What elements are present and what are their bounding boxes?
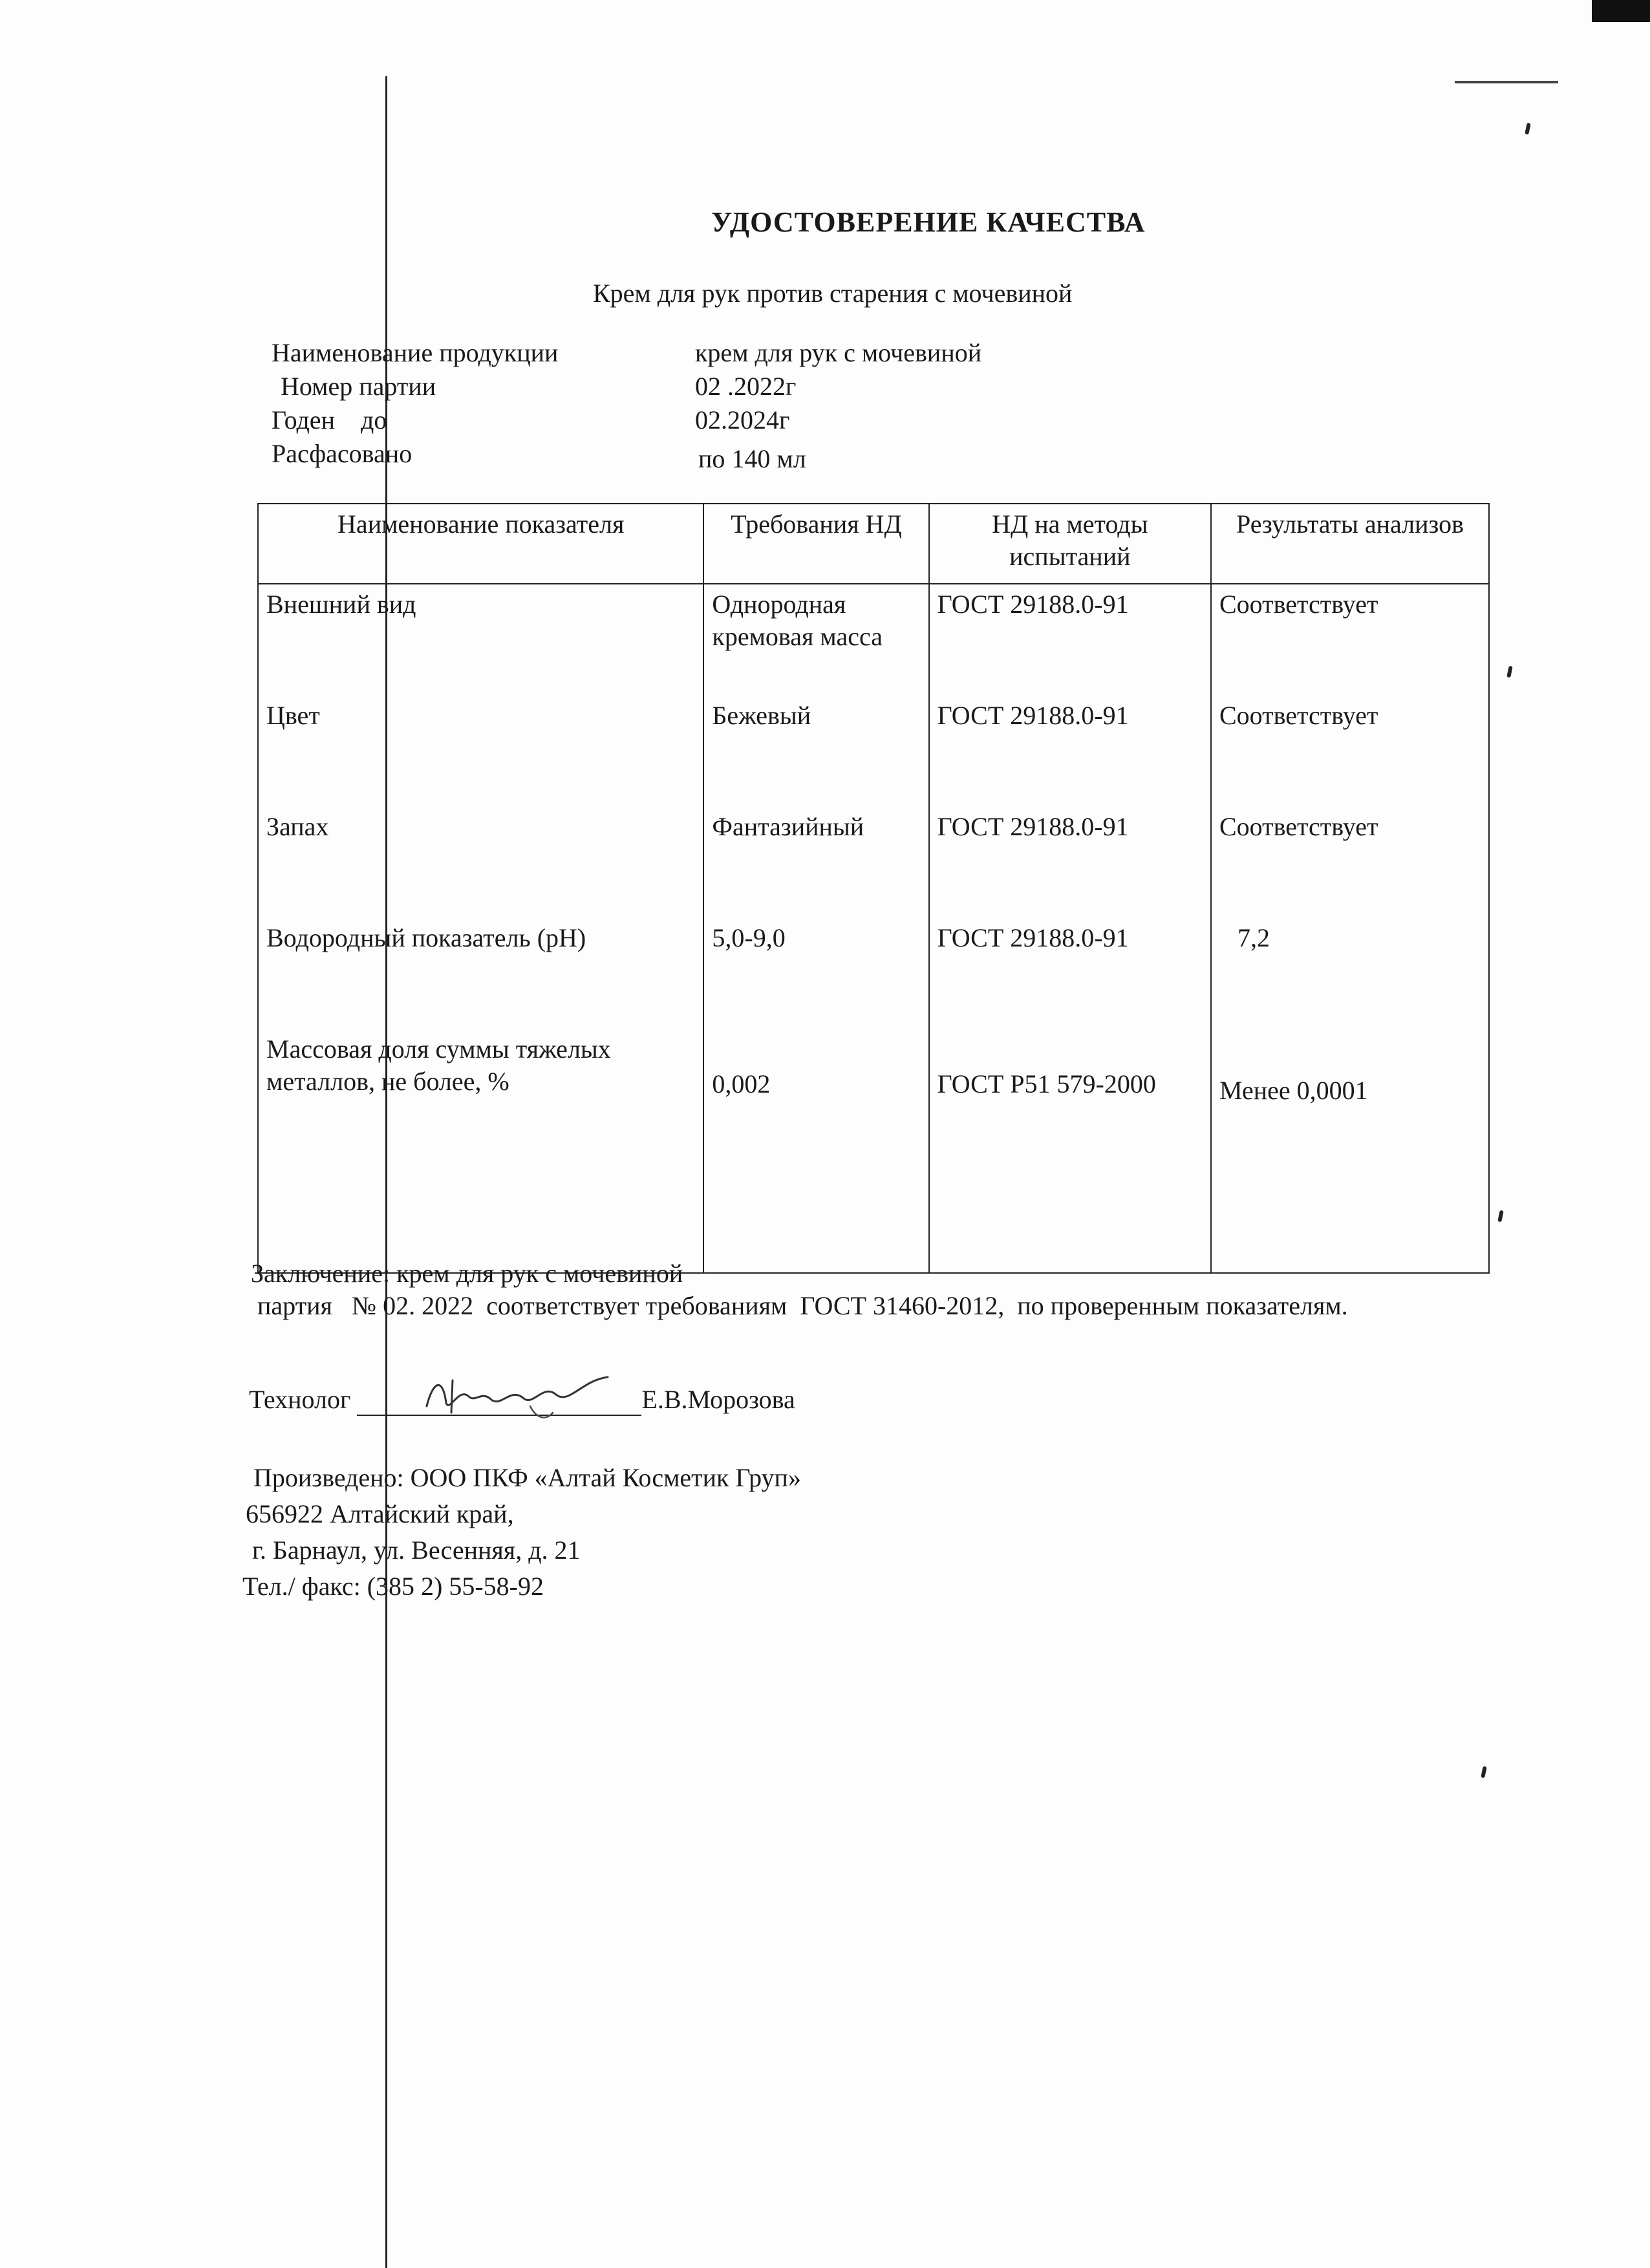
analysis-result: Соответствует	[1211, 696, 1489, 807]
scan-speck	[1506, 666, 1513, 678]
table-header-row	[258, 504, 1489, 584]
packaging-label: Расфасовано	[272, 439, 412, 468]
header-requirements: Требования НД	[703, 504, 928, 584]
test-method: ГОСТ 29188.0-91	[929, 918, 1211, 1029]
test-method: ГОСТ 29188.0-91	[929, 807, 1211, 918]
producer-line: 656922 Алтайский край,	[246, 1499, 514, 1528]
indicator-name: Внешний вид	[258, 584, 703, 696]
test-method: ГОСТ Р51 579-2000	[929, 1029, 1211, 1273]
batch-number-label: Номер партии	[281, 372, 436, 401]
requirement-value: Бежевый	[703, 696, 928, 807]
header-indicator-name: Наименование показателя	[258, 504, 703, 584]
expiry-value: 02.2024г	[695, 405, 790, 434]
header-test-methods: НД на методы испытаний	[929, 504, 1211, 584]
indicator-name: Водородный показатель (pH)	[258, 918, 703, 1029]
table-row	[258, 584, 1489, 696]
header-results: Результаты анализов	[1211, 504, 1489, 584]
conclusion	[251, 1257, 1479, 1322]
analysis-result: Менее 0,0001	[1211, 1029, 1489, 1273]
scan-artifact-corner	[1592, 0, 1650, 22]
test-method: ГОСТ 29188.0-91	[929, 696, 1211, 807]
producer-line: г. Барнаул, ул. Весенняя, д. 21	[246, 1535, 581, 1565]
conclusion-line: Заключение: крем для рук с мочевиной	[251, 1259, 683, 1288]
requirement-value: 0,002	[703, 1029, 928, 1273]
requirement-value: Фантазийный	[703, 807, 928, 918]
document-subtitle: Крем для рук против старения с мочевиной	[593, 279, 1073, 308]
producer-info	[242, 1460, 801, 1605]
table-row	[258, 696, 1489, 807]
scan-artifact-line	[1455, 81, 1558, 83]
test-method: ГОСТ 29188.0-91	[929, 584, 1211, 696]
table-row	[258, 807, 1489, 918]
indicator-name: Запах	[258, 807, 703, 918]
handwritten-signature	[414, 1367, 621, 1426]
signer-name: Е.В.Морозова	[641, 1385, 795, 1414]
analysis-result: Соответствует	[1211, 584, 1489, 696]
table-row	[258, 1029, 1489, 1273]
analysis-result: Соответствует	[1211, 807, 1489, 918]
packaging-value: по 140 мл	[698, 444, 806, 473]
document-title: УДОСТОВЕРЕНИЕ КАЧЕСТВА	[711, 206, 1146, 238]
quality-table	[257, 503, 1490, 1274]
requirement-value: Однородная кремовая масса	[703, 584, 928, 696]
scan-speck	[1481, 1766, 1487, 1779]
table-row	[258, 918, 1489, 1029]
scan-speck	[1525, 123, 1531, 135]
expiry-label: Годен до	[272, 405, 387, 434]
indicator-name: Массовая доля суммы тяжелых металлов, не более, %	[258, 1029, 703, 1273]
batch-number-value: 02 .2022г	[695, 372, 797, 401]
producer-line: Тел./ факс: (385 2) 55-58-92	[242, 1572, 544, 1601]
indicator-name: Цвет	[258, 696, 703, 807]
requirement-value: 5,0-9,0	[703, 918, 928, 1029]
analysis-result: 7,2	[1211, 918, 1489, 1029]
scan-speck	[1497, 1210, 1504, 1223]
product-name-value: крем для рук с мочевиной	[695, 338, 982, 367]
conclusion-line: партия № 02. 2022 соответствует требованиям ГОСТ 31460-2012, по проверенным показателям.	[251, 1291, 1348, 1320]
producer-line: Произведено: ООО ПКФ «Алтай Косметик Груп»	[253, 1463, 801, 1492]
product-name-label: Наименование продукции	[272, 338, 559, 367]
signer-role: Технолог	[249, 1385, 351, 1414]
